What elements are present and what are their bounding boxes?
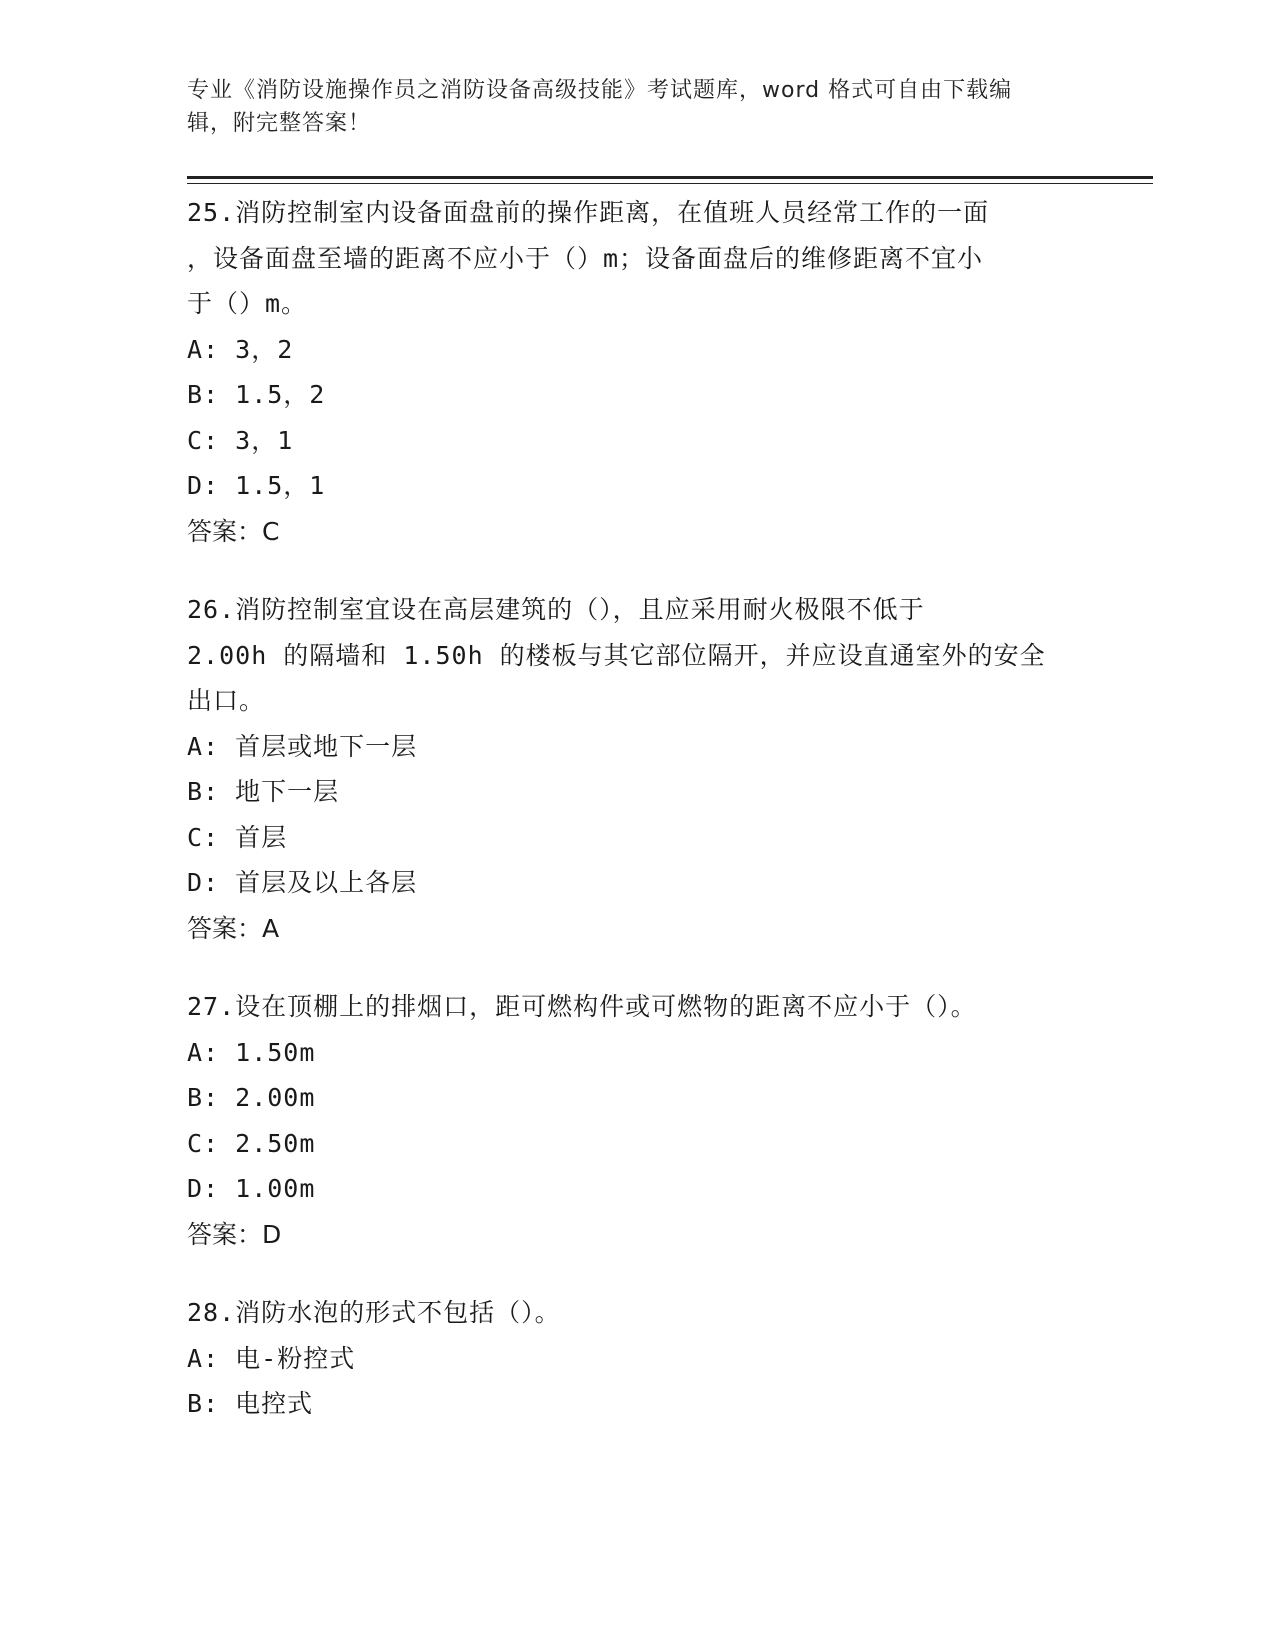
question-line: 25.消防控制室内设备面盘前的操作距离，在值班人员经常工作的一面 xyxy=(187,198,990,227)
option-a: A: 首层或地下一层 xyxy=(187,731,418,761)
question-26 xyxy=(187,587,1087,951)
answer-label: 答案：C xyxy=(187,516,280,546)
question-line: 于（）m。 xyxy=(187,289,308,318)
option-b: B: 电控式 xyxy=(187,1389,314,1418)
answer-label: 答案：A xyxy=(187,913,280,943)
document-header xyxy=(187,74,1067,140)
option-c: C: 3，1 xyxy=(187,425,294,455)
option-a: A: 电-粉控式 xyxy=(187,1343,356,1373)
option-d: D: 1.5，1 xyxy=(187,471,326,500)
option-a: A: 3，2 xyxy=(187,334,294,364)
option-c: C: 2.50m xyxy=(187,1128,316,1158)
question-list xyxy=(187,190,1087,1460)
option-c: C: 首层 xyxy=(187,822,288,852)
question-text xyxy=(187,1290,1087,1336)
question-text xyxy=(187,984,1087,1030)
option-b: B: 2.00m xyxy=(187,1083,316,1112)
header-divider-thin xyxy=(187,183,1153,184)
question-line: 28.消防水泡的形式不包括（）。 xyxy=(187,1298,561,1327)
option-d: D: 1.00m xyxy=(187,1174,316,1203)
header-divider-thick xyxy=(187,176,1153,179)
question-line: 27.设在顶棚上的排烟口，距可燃构件或可燃物的距离不应小于（）。 xyxy=(187,992,977,1021)
answer-label: 答案：D xyxy=(187,1219,282,1249)
question-27 xyxy=(187,984,1087,1257)
question-line: 2.00h 的隔墙和 1.50h 的楼板与其它部位隔开，并应设直通室外的安全 xyxy=(187,640,1046,670)
option-d: D: 首层及以上各层 xyxy=(187,868,418,897)
question-28 xyxy=(187,1290,1087,1427)
question-line: 出口。 xyxy=(187,686,266,715)
question-text xyxy=(187,587,1087,724)
question-line: ，设备面盘至墙的距离不应小于（）m；设备面盘后的维修距离不宜小 xyxy=(187,243,984,273)
question-25 xyxy=(187,190,1087,554)
question-line: 26.消防控制室宜设在高层建筑的（），且应采用耐火极限不低于 xyxy=(187,595,925,624)
header-line-1: 专业《消防设施操作员之消防设备高级技能》考试题库，word 格式可自由下载编 xyxy=(187,78,1013,103)
header-line-2: 辑，附完整答案！ xyxy=(187,111,372,136)
option-b: B: 1.5，2 xyxy=(187,380,326,409)
option-b: B: 地下一层 xyxy=(187,777,340,806)
option-a: A: 1.50m xyxy=(187,1037,316,1067)
question-text xyxy=(187,190,1087,327)
